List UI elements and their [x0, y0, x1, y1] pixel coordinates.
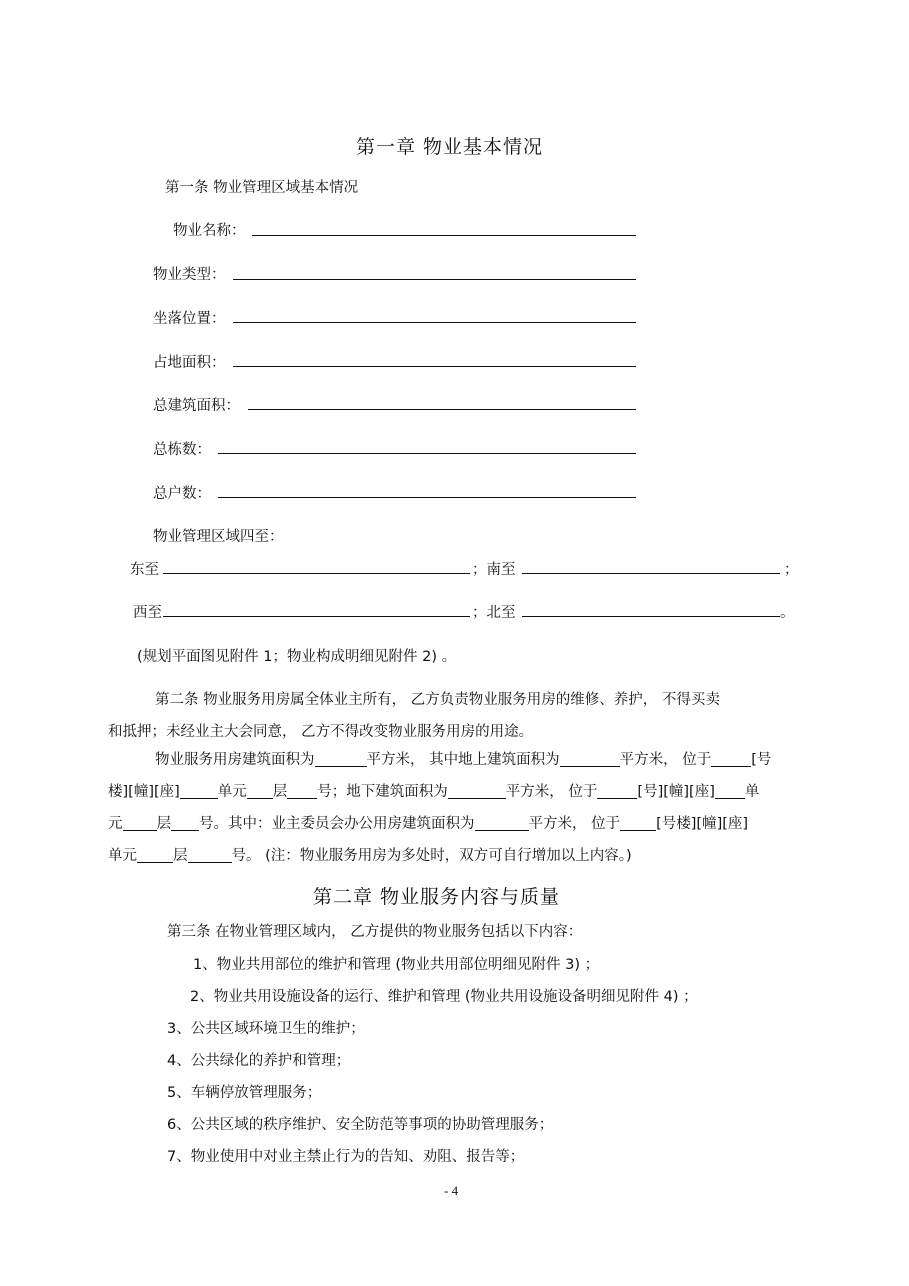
field-property-name-label: 物业名称：	[173, 223, 246, 239]
south-label: ；南至	[472, 562, 516, 578]
service-room-text: 单	[744, 784, 760, 800]
chapter-2-title: 第二章 物业服务内容与质量	[313, 886, 561, 908]
blank	[620, 816, 656, 831]
service-room-text: 单元	[217, 784, 247, 800]
service-room-text: 号；地下建筑面积为	[317, 784, 448, 800]
service-room-text: 平方米， 其中地上建筑面积为	[366, 752, 560, 768]
field-total-buildings-label: 总栋数：	[153, 442, 211, 458]
blank	[287, 784, 317, 799]
blank	[180, 784, 218, 799]
service-room-text: 平方米， 位于	[619, 752, 712, 768]
service-room-text: 层	[156, 816, 171, 832]
field-land-area-label: 占地面积：	[153, 355, 226, 371]
field-property-type-label: 物业类型：	[153, 267, 226, 283]
blank	[597, 784, 637, 799]
service-item: 3、公共区域环境卫生的维护；	[167, 1021, 365, 1037]
blank	[188, 848, 232, 863]
west-label: 西至	[133, 605, 162, 621]
field-total-buildings-line	[218, 453, 636, 454]
field-total-households-label: 总户数：	[153, 486, 211, 502]
south-line	[522, 573, 780, 574]
north-end: 。	[780, 605, 795, 621]
north-line	[522, 616, 780, 617]
boundaries-label: 物业管理区域四至：	[153, 529, 284, 545]
blank	[137, 848, 173, 863]
service-room-text: 号。其中：业主委员会办公用房建筑面积为	[199, 816, 475, 832]
article-3-title: 第三条 在物业管理区域内， 乙方提供的物业服务包括以下内容：	[167, 924, 583, 940]
field-total-building-area-label: 总建筑面积：	[153, 398, 240, 414]
field-location-line	[233, 322, 636, 323]
service-item: 1、物业共用部位的维护和管理 (物业共用部位明细见附件 3) ；	[193, 957, 600, 973]
blank	[123, 816, 157, 831]
service-room-text: [号	[751, 752, 772, 768]
service-item: 5、车辆停放管理服务；	[167, 1085, 322, 1101]
blank	[448, 784, 506, 799]
blank	[247, 784, 273, 799]
east-line	[163, 573, 470, 574]
plan-note: (规划平面图见附件 1；物业构成明细见附件 2) 。	[137, 649, 457, 665]
article-2-line-1: 第二条 物业服务用房属全体业主所有， 乙方负责物业服务用房的维修、养护， 不得买卖	[155, 692, 720, 708]
blank	[711, 752, 751, 767]
service-room-paragraph	[108, 744, 828, 872]
field-property-type-line	[233, 279, 636, 280]
service-room-text: 层	[272, 784, 288, 800]
service-room-text: 平方米， 位于	[505, 784, 598, 800]
service-room-text: 号。 (注：物业服务用房为多处时，双方可自行增加以上内容。)	[231, 848, 632, 864]
field-location-label: 坐落位置：	[153, 311, 226, 327]
blank	[475, 816, 529, 831]
service-room-text: 物业服务用房建筑面积为	[155, 752, 315, 768]
blank	[715, 784, 745, 799]
blank	[171, 816, 199, 831]
north-label: ；北至	[472, 605, 516, 621]
article-2-line-2: 和抵押；未经业主大会同意， 乙方不得改变物业服务用房的用途。	[108, 724, 534, 740]
field-land-area-line	[233, 366, 636, 367]
service-room-text: 平方米， 位于	[528, 816, 621, 832]
service-item: 4、公共绿化的养护和管理；	[167, 1053, 351, 1069]
blank	[315, 752, 367, 767]
south-end: ；	[784, 562, 799, 578]
field-total-building-area-line	[248, 409, 636, 410]
service-room-text: 楼][幢][座]	[108, 784, 180, 800]
east-label: 东至	[130, 562, 159, 578]
blank	[560, 752, 620, 767]
service-room-text: 层	[173, 848, 188, 864]
field-total-households-line	[218, 497, 636, 498]
service-room-text: [号楼][幢][座]	[656, 816, 749, 832]
west-line	[163, 616, 470, 617]
service-item: 7、物业使用中对业主禁止行为的告知、劝阻、报告等；	[167, 1149, 525, 1165]
service-item: 6、公共区域的秩序维护、安全防范等事项的协助管理服务；	[167, 1117, 554, 1133]
service-room-text: 单元	[108, 848, 137, 864]
field-property-name-line	[252, 235, 636, 236]
service-room-text: 元	[108, 816, 123, 832]
chapter-1-title: 第一章 物业基本情况	[356, 136, 544, 158]
service-room-text: [号][幢][座]	[637, 784, 715, 800]
page-number: - 4	[444, 1183, 459, 1198]
service-item: 2、物业共用设施设备的运行、维护和管理 (物业共用设施设备明细见附件 4) ；	[190, 989, 698, 1005]
article-1-title: 第一条 物业管理区域基本情况	[165, 180, 359, 196]
